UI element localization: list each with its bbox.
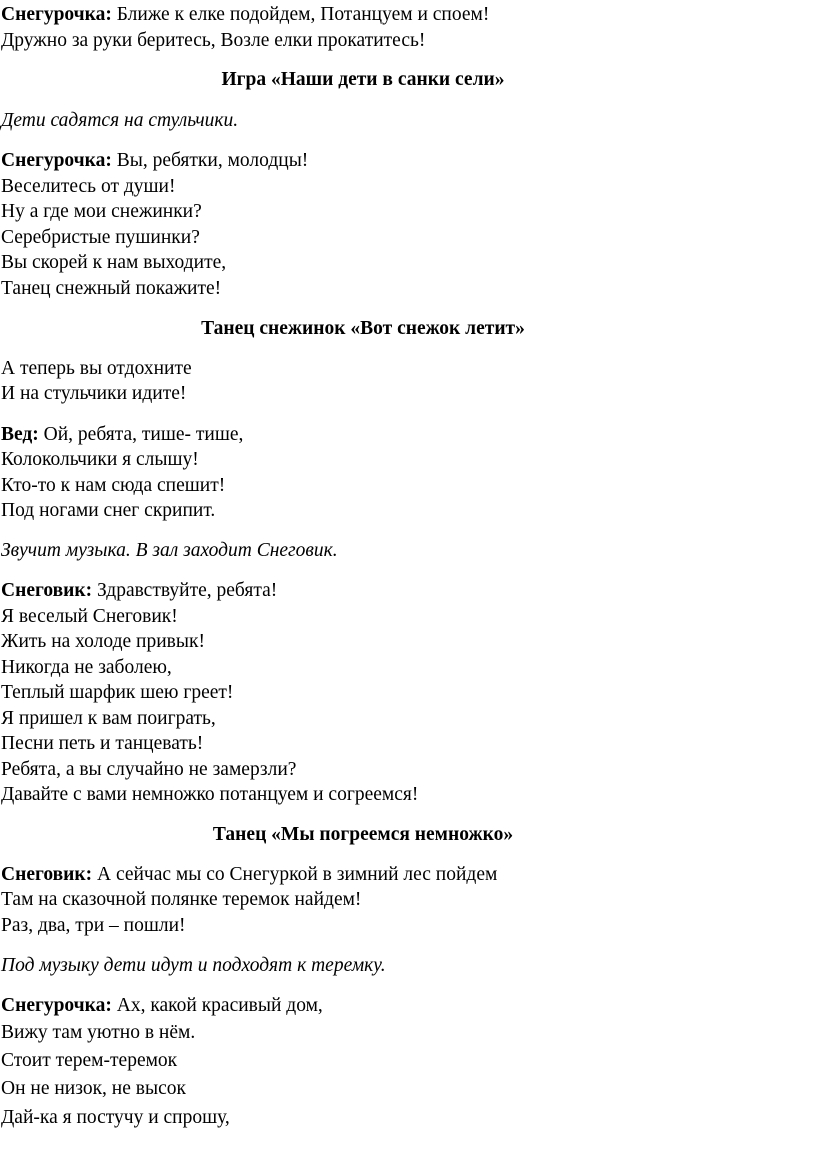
- dialogue-line: [1, 148, 308, 174]
- dialogue-line: Никогда не заболею,: [1, 657, 172, 678]
- stage-direction: Звучит музыка. В зал заходит Снеговик.: [1, 540, 338, 561]
- line-text: Ах, какой красивый дом,: [116, 995, 323, 1016]
- dialogue-line: Жить на холоде привык!: [1, 631, 205, 652]
- speaker-name: Вед:: [1, 424, 39, 445]
- dialogue-line: [1, 2, 489, 28]
- line-text: Вы, ребятки, молодцы!: [116, 150, 309, 171]
- dialogue-line: И на стульчики идите!: [1, 383, 187, 404]
- dialogue-line: Там на сказочной полянке теремок найдем!: [1, 889, 362, 910]
- dialogue-line: Танец снежный покажите!: [1, 278, 222, 299]
- speaker-name: Снеговик:: [1, 580, 93, 601]
- dialogue-line: Кто-то к нам сюда спешит!: [1, 475, 226, 496]
- stage-direction: Под музыку дети идут и подходят к теремку.: [1, 955, 386, 976]
- line-text: Ой, ребята, тише- тише,: [43, 424, 244, 445]
- dialogue-line: Стоит терем-теремок: [1, 1050, 178, 1071]
- section-heading: Игра «Наши дети в санки сели»: [221, 69, 505, 90]
- dialogue-line: Веселитесь от души!: [1, 176, 176, 197]
- dialogue-line: Я веселый Снеговик!: [1, 606, 178, 627]
- speaker-name: Снегурочка:: [1, 995, 112, 1016]
- line-text: Здравствуйте, ребята!: [96, 580, 278, 601]
- section-heading: Танец снежинок «Вот снежок летит»: [201, 318, 525, 339]
- dialogue-line: Вы скорей к нам выходите,: [1, 252, 227, 273]
- dialogue-line: [1, 993, 323, 1019]
- dialogue-line: Песни петь и танцевать!: [1, 733, 204, 754]
- dialogue-line: [1, 578, 277, 604]
- dialogue-line: Дай-ка я постучу и спрошу,: [1, 1107, 230, 1128]
- dialogue-line: А теперь вы отдохните: [1, 358, 192, 379]
- dialogue-line: Дружно за руки беритесь, Возле елки прокатитесь!: [1, 30, 426, 51]
- dialogue-line: Ну а где мои снежинки?: [1, 201, 202, 222]
- dialogue-line: Он не низок, не высок: [1, 1078, 186, 1099]
- line-text: А сейчас мы со Снегуркой в зимний лес пойдем: [96, 864, 498, 885]
- dialogue-line: Теплый шарфик шею греет!: [1, 682, 234, 703]
- dialogue-line: Вижу там уютно в нём.: [1, 1022, 196, 1043]
- speaker-name: Снеговик:: [1, 864, 93, 885]
- speaker-name: Снегурочка:: [1, 150, 112, 171]
- dialogue-line: [1, 422, 243, 448]
- dialogue-line: Колокольчики я слышу!: [1, 449, 199, 470]
- dialogue-line: Серебристые пушинки?: [1, 227, 200, 248]
- dialogue-line: Раз, два, три – пошли!: [1, 915, 186, 936]
- dialogue-line: [1, 862, 497, 888]
- dialogue-line: Ребята, а вы случайно не замерзли?: [1, 759, 297, 780]
- stage-direction: Дети садятся на стульчики.: [1, 110, 239, 131]
- dialogue-line: Под ногами снег скрипит.: [1, 500, 216, 521]
- section-heading: Танец «Мы погреемся немножко»: [212, 824, 514, 845]
- line-text: Ближе к елке подойдем, Потанцуем и споем!: [116, 4, 490, 25]
- speaker-name: Снегурочка:: [1, 4, 112, 25]
- dialogue-line: Я пришел к вам поиграть,: [1, 708, 216, 729]
- dialogue-line: Давайте с вами немножко потанцуем и согреемся!: [1, 784, 419, 805]
